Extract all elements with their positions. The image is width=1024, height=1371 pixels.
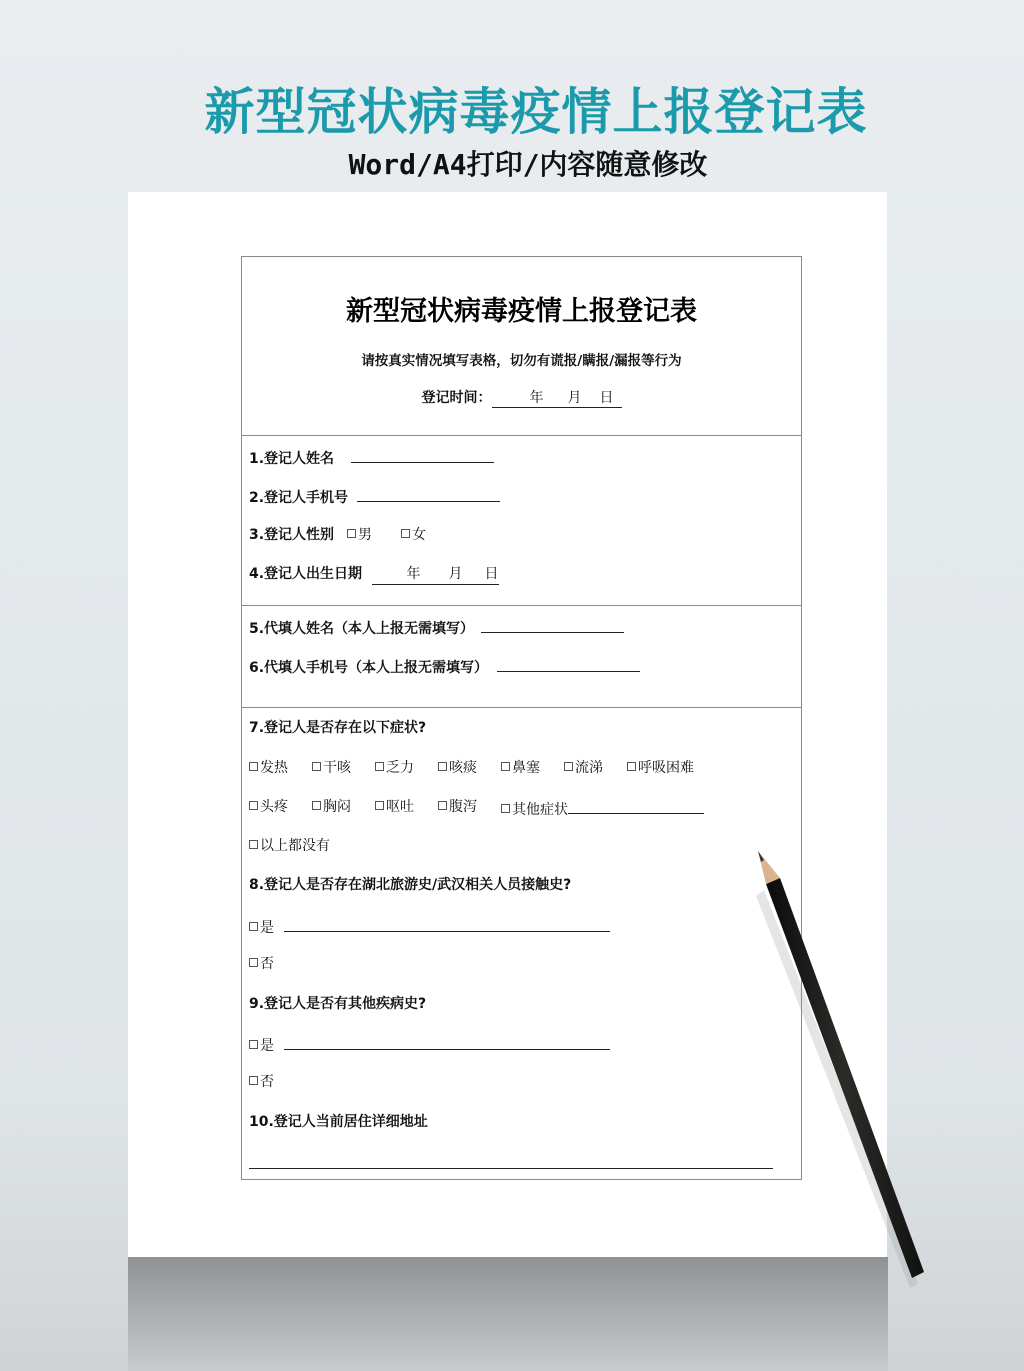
- symptom-row-1: [249, 758, 789, 778]
- q8-yes-row[interactable]: 是: [249, 915, 610, 938]
- checkbox-icon[interactable]: [249, 958, 258, 967]
- symptom-nasal-congestion[interactable]: 鼻塞: [501, 758, 540, 778]
- q9-row: [249, 994, 426, 1014]
- proxy-name-input[interactable]: [481, 616, 624, 633]
- banner-subtitle: Word/A4打印/内容随意修改: [348, 148, 708, 181]
- section-health: [242, 708, 801, 1180]
- checkbox-icon[interactable]: [312, 762, 321, 771]
- symptom-dry-cough[interactable]: 干咳: [312, 758, 351, 778]
- checkbox-icon[interactable]: [401, 529, 410, 538]
- q5-row: [249, 616, 624, 639]
- q6-row: [249, 655, 640, 678]
- q7-label: 7.登记人是否存在以下症状?: [249, 720, 427, 736]
- q5-label: 5.代填人姓名（本人上报无需填写）: [249, 621, 475, 637]
- q4-row: [249, 564, 499, 585]
- checkbox-icon[interactable]: [249, 801, 258, 810]
- gender-female-option[interactable]: 女: [401, 525, 426, 545]
- symptom-none-row: [249, 836, 330, 856]
- symptom-headache[interactable]: 头疼: [249, 797, 288, 817]
- checkbox-icon[interactable]: [438, 801, 447, 810]
- form-title: 新型冠状病毒疫情上报登记表: [346, 296, 697, 327]
- checkbox-icon[interactable]: [375, 762, 384, 771]
- q9-label: 9.登记人是否有其他疾病史?: [249, 996, 427, 1012]
- section-proxy: [242, 606, 801, 708]
- q10-row: [249, 1112, 428, 1132]
- date-field[interactable]: 年 月 日: [492, 387, 622, 408]
- q8-no-row[interactable]: 否: [249, 954, 274, 974]
- form-note: 请按真实情况填写表格，切勿有谎报/瞒报/漏报等行为: [361, 353, 682, 369]
- pencil-icon: [740, 840, 940, 1290]
- date-label: 登记时间：: [421, 390, 492, 406]
- q9-no-row[interactable]: 否: [249, 1072, 274, 1092]
- checkbox-icon[interactable]: [249, 762, 258, 771]
- checkbox-icon[interactable]: [249, 1040, 258, 1049]
- q2-row: [249, 485, 500, 508]
- q1-label: 1.登记人姓名: [249, 451, 335, 467]
- q3-label: 3.登记人性别: [249, 527, 335, 543]
- registration-form: [241, 256, 802, 1180]
- checkbox-icon[interactable]: [501, 804, 510, 813]
- checkbox-icon[interactable]: [249, 922, 258, 931]
- other-symptom-input[interactable]: [568, 797, 704, 814]
- symptom-diarrhea[interactable]: 腹泻: [438, 797, 477, 817]
- symptom-other[interactable]: 其他症状: [501, 797, 704, 820]
- symptom-vomiting[interactable]: 呕吐: [375, 797, 414, 817]
- symptom-sputum[interactable]: 咳痰: [438, 758, 477, 778]
- q7-row: [249, 718, 426, 738]
- registration-date: [242, 387, 801, 408]
- symptom-fatigue[interactable]: 乏力: [375, 758, 414, 778]
- q8-label: 8.登记人是否存在湖北旅游史/武汉相关人员接触史?: [249, 877, 572, 893]
- q8-row: [249, 875, 571, 895]
- q2-label: 2.登记人手机号: [249, 490, 349, 506]
- checkbox-icon[interactable]: [627, 762, 636, 771]
- phone-input[interactable]: [357, 485, 500, 502]
- disease-history-input[interactable]: [284, 1033, 610, 1050]
- checkbox-icon[interactable]: [375, 801, 384, 810]
- travel-history-input[interactable]: [284, 915, 610, 932]
- checkbox-icon[interactable]: [249, 840, 258, 849]
- section-registrant: [242, 436, 801, 606]
- checkbox-icon[interactable]: [347, 529, 356, 538]
- q10-label: 10.登记人当前居住详细地址: [249, 1114, 428, 1130]
- checkbox-icon[interactable]: [438, 762, 447, 771]
- q3-row: [249, 525, 426, 545]
- symptom-fever[interactable]: 发热: [249, 758, 288, 778]
- name-input[interactable]: [351, 446, 494, 463]
- address-input[interactable]: [249, 1168, 773, 1169]
- q6-label: 6.代填人手机号（本人上报无需填写）: [249, 660, 489, 676]
- checkbox-icon[interactable]: [249, 1076, 258, 1085]
- checkbox-icon[interactable]: [312, 801, 321, 810]
- banner-title: 新型冠状病毒疫情上报登记表: [204, 83, 868, 141]
- birthdate-field[interactable]: 年 月 日: [372, 564, 499, 585]
- gender-male-option[interactable]: 男: [347, 525, 372, 545]
- symptom-breathing-difficulty[interactable]: 呼吸困难: [627, 758, 694, 778]
- checkbox-icon[interactable]: [564, 762, 573, 771]
- checkbox-icon[interactable]: [501, 762, 510, 771]
- symptom-row-2: [249, 797, 789, 817]
- form-header: [242, 257, 801, 436]
- symptom-none[interactable]: 以上都没有: [249, 836, 330, 856]
- q9-yes-row[interactable]: 是: [249, 1033, 610, 1056]
- q4-label: 4.登记人出生日期: [249, 566, 363, 582]
- symptom-runny-nose[interactable]: 流涕: [564, 758, 603, 778]
- proxy-phone-input[interactable]: [497, 655, 640, 672]
- symptom-chest-tightness[interactable]: 胸闷: [312, 797, 351, 817]
- q1-row: [249, 446, 494, 469]
